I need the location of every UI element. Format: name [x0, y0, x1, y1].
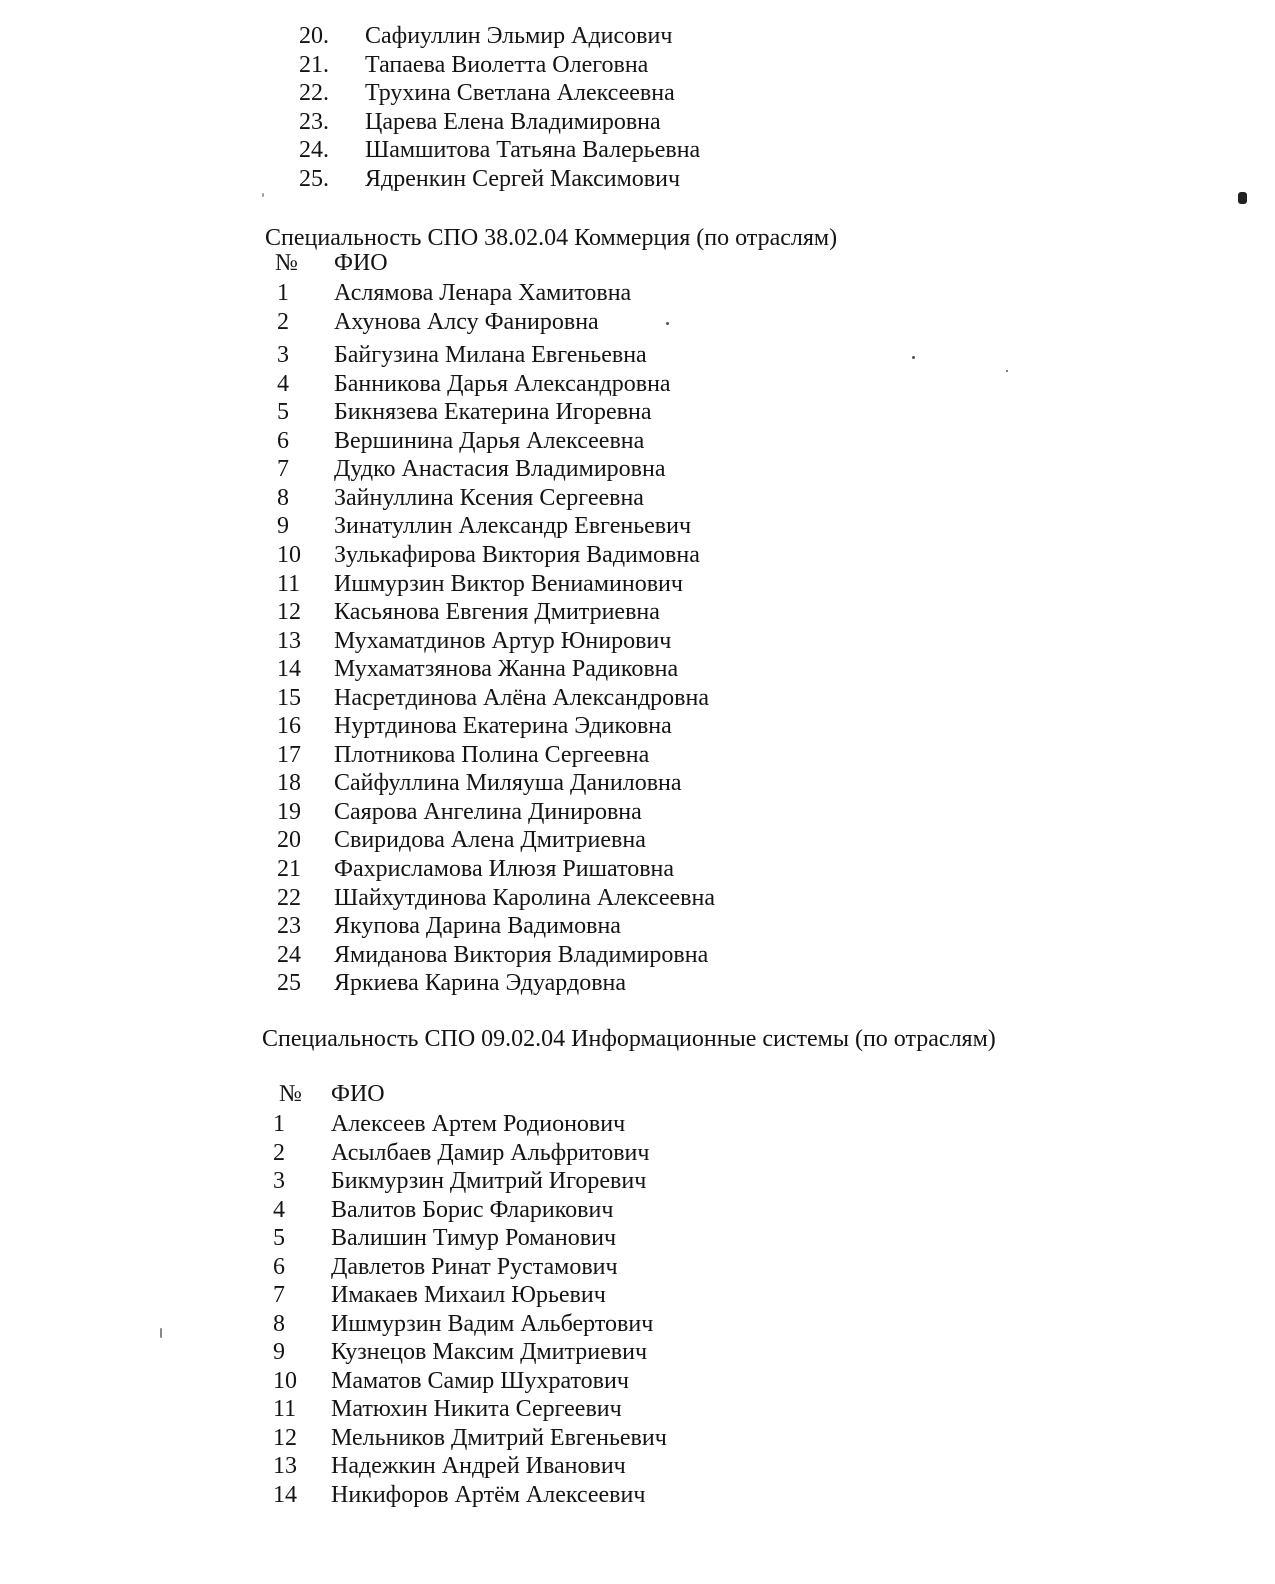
- row-number: 23: [277, 913, 301, 940]
- row-number: 1: [273, 1111, 285, 1137]
- person-name: Бикнязева Екатерина Игоревна: [334, 399, 652, 426]
- person-name: Ахунова Алсу Фанировна: [334, 308, 599, 335]
- person-name: Вершинина Дарья Алексеевна: [334, 427, 645, 454]
- person-name: Зулькафирова Виктория Вадимовна: [334, 541, 700, 568]
- person-name: Касьянова Евгения Дмитриевна: [334, 599, 660, 626]
- row-number: 18: [277, 770, 301, 797]
- row-number: 8: [273, 1310, 285, 1337]
- row-number: 25.: [299, 166, 329, 192]
- row-number: 7: [277, 456, 289, 483]
- person-name: Мухаматдинов Артур Юнирович: [334, 627, 672, 654]
- person-name: Ядренкин Сергей Максимович: [365, 166, 681, 192]
- column-header-number: №: [279, 1081, 302, 1107]
- person-name: Шамшитова Татьяна Валерьевна: [365, 137, 701, 164]
- person-name: Сафиуллин Эльмир Адисович: [365, 23, 673, 49]
- person-name: Яркиева Карина Эдуардовна: [334, 970, 627, 997]
- row-number: 1: [277, 280, 289, 306]
- person-name: Фахрисламова Илюзя Ришатовна: [334, 856, 675, 882]
- person-name: Маматов Самир Шухратович: [331, 1367, 629, 1394]
- person-name: Валитов Борис Фларикович: [331, 1196, 614, 1223]
- person-name: Матюхин Никита Сергеевич: [331, 1396, 622, 1422]
- row-number: 14: [277, 656, 301, 683]
- scan-mark: [1238, 192, 1247, 204]
- row-number: 7: [273, 1282, 285, 1308]
- person-name: Валишин Тимур Романович: [331, 1225, 617, 1251]
- row-number: 14: [273, 1481, 297, 1508]
- row-number: 21: [277, 856, 301, 882]
- column-header-number: №: [275, 250, 298, 276]
- row-number: 15: [277, 684, 301, 711]
- person-name: Свиридова Алена Дмитриевна: [334, 827, 646, 854]
- person-name: Ишмурзин Виктор Вениаминович: [334, 570, 683, 597]
- person-name: Ямиданова Виктория Владимировна: [334, 941, 709, 968]
- row-number: 23.: [299, 108, 329, 135]
- row-number: 4: [277, 370, 289, 397]
- row-number: 12: [273, 1424, 297, 1451]
- row-number: 3: [277, 342, 289, 369]
- person-name: Плотникова Полина Сергеевна: [334, 741, 650, 768]
- person-name: Асылбаев Дамир Альфритович: [331, 1139, 650, 1166]
- person-name: Сайфуллина Миляуша Даниловна: [334, 770, 682, 797]
- person-name: Бикмурзин Дмитрий Игоревич: [331, 1168, 647, 1194]
- column-header-fio: ФИО: [334, 250, 388, 276]
- row-number: 22: [277, 884, 301, 911]
- person-name: Алексеев Артем Родионович: [331, 1111, 626, 1137]
- row-number: 25: [277, 970, 301, 997]
- person-name: Байгузина Милана Евгеньевна: [334, 342, 647, 369]
- row-number: 19: [277, 798, 301, 825]
- row-number: 11: [273, 1396, 297, 1422]
- section-heading-infosys: Специальность СПО 09.02.04 Информационные системы (по отраслям): [262, 1026, 996, 1052]
- person-name: Шайхутдинова Каролина Алексеевна: [334, 884, 715, 911]
- row-number: 8: [277, 484, 289, 511]
- row-number: 24: [277, 941, 301, 968]
- row-number: 16: [277, 713, 301, 740]
- scan-mark: [1006, 370, 1008, 372]
- scan-mark: [262, 193, 264, 197]
- person-name: Банникова Дарья Александровна: [334, 370, 671, 397]
- scan-mark: [666, 322, 669, 325]
- row-number: 12: [277, 599, 301, 626]
- section-heading-commerce: Специальность СПО 38.02.04 Коммерция (по отраслям): [265, 225, 838, 251]
- row-number: 5: [277, 399, 289, 426]
- row-number: 10: [273, 1367, 297, 1394]
- row-number: 9: [277, 513, 289, 540]
- person-name: Нуртдинова Екатерина Эдиковна: [334, 713, 672, 740]
- scan-mark: [160, 1328, 162, 1338]
- person-name: Тапаева Виолетта Олеговна: [365, 51, 649, 78]
- person-name: Дудко Анастасия Владимировна: [334, 456, 666, 483]
- column-header-fio: ФИО: [331, 1081, 385, 1107]
- row-number: 3: [273, 1168, 285, 1194]
- row-number: 5: [273, 1225, 285, 1251]
- person-name: Насретдинова Алёна Александровна: [334, 684, 709, 711]
- row-number: 6: [273, 1253, 285, 1280]
- person-name: Давлетов Ринат Рустамович: [331, 1253, 618, 1280]
- row-number: 20.: [299, 23, 329, 49]
- row-number: 13: [277, 627, 301, 654]
- row-number: 22.: [299, 80, 329, 107]
- row-number: 2: [273, 1139, 285, 1166]
- person-name: Зинатуллин Александр Евгеньевич: [334, 513, 692, 540]
- row-number: 24.: [299, 137, 329, 164]
- person-name: Зайнуллина Ксения Сергеевна: [334, 484, 644, 511]
- row-number: 6: [277, 427, 289, 454]
- row-number: 20: [277, 827, 301, 854]
- person-name: Кузнецов Максим Дмитриевич: [331, 1339, 648, 1365]
- person-name: Царева Елена Владимировна: [365, 108, 661, 135]
- person-name: Саярова Ангелина Динировна: [334, 798, 642, 825]
- person-name: Ишмурзин Вадим Альбертович: [331, 1310, 654, 1337]
- row-number: 10: [277, 541, 301, 568]
- person-name: Никифоров Артём Алексеевич: [331, 1481, 646, 1508]
- row-number: 13: [273, 1453, 297, 1479]
- person-name: Имакаев Михаил Юрьевич: [331, 1282, 606, 1308]
- row-number: 4: [273, 1196, 285, 1223]
- row-number: 2: [277, 308, 289, 335]
- person-name: Мельников Дмитрий Евгеньевич: [331, 1424, 667, 1451]
- person-name: Трухина Светлана Алексеевна: [365, 80, 675, 107]
- row-number: 17: [277, 741, 301, 768]
- person-name: Мухаматзянова Жанна Радиковна: [334, 656, 679, 683]
- person-name: Якупова Дарина Вадимовна: [334, 913, 621, 940]
- scan-mark: [912, 356, 915, 359]
- person-name: Надежкин Андрей Иванович: [331, 1453, 626, 1479]
- row-number: 21.: [299, 51, 329, 78]
- row-number: 9: [273, 1339, 285, 1365]
- row-number: 11: [277, 570, 301, 597]
- person-name: Аслямова Ленара Хамитовна: [334, 280, 632, 306]
